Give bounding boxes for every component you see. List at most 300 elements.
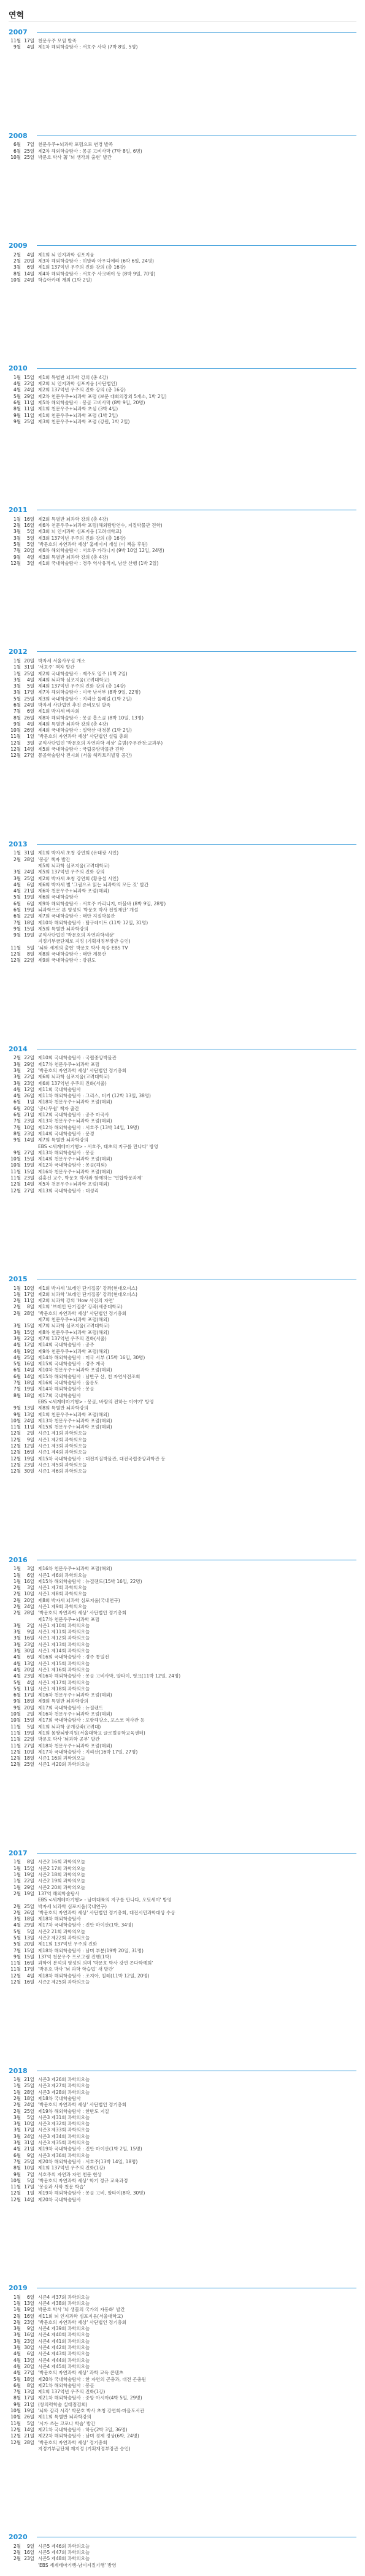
event-month: 9월 [13,1137,21,1143]
event-text: 제15회 국내학술탐사 : 경주 계곡 [38,1361,105,1367]
event-day: 16일 [24,1578,34,1584]
event-day [21,1897,38,1903]
event-row [9,1150,356,1156]
event-row [9,2140,356,2146]
event-text: EBS <세계테마기행> - 남미대륙의 지구를 만나다, 오딧세이' 방영 [38,1897,172,1903]
year-divider [37,368,356,369]
event-text: 제20차 국내학술탐사 : 한 자연의 곤충과, 대전 곤충원 [38,2376,147,2382]
event-month: 4월 [13,1673,21,1679]
event-text: 제2회 박자세 초청 강연회 (황용섭 시인) [38,875,119,881]
event-day: 6일 [26,881,34,887]
event-day: 4일 [26,1972,34,1979]
event-row [9,2294,356,2301]
event-month: 4월 [13,1348,21,1354]
event-day: 19일 [24,1890,34,1896]
event-month: 4월 [13,1654,21,1660]
event-month: 11월 [10,1742,21,1749]
event-day: 14일 [24,2196,34,2202]
event-month: 8월 [13,2165,21,2171]
event-month: 10월 [10,1417,21,1424]
event-month: 2월 [13,2313,21,2319]
event-day: 26일 [24,715,34,721]
event-month: 10월 [10,1162,21,1168]
event-row [9,44,356,50]
event-row [9,1743,356,1749]
event-row [9,1175,356,1181]
event-day: 23일 [24,2338,34,2344]
event-row [9,1585,356,1591]
event-day: 13일 [24,2389,34,2395]
event-month: 7월 [13,708,21,715]
event-month: 11월 [10,1723,21,1730]
event-month: 2월 [13,1597,21,1603]
event-text: 제13차 천문우주+뇌과학 포럼(해외) [38,1118,112,1124]
event-row [9,2339,356,2345]
event-text: 제1회 국내학술탐사 : 경주 역사유적지, 남산 산행 (1박 2일) [38,560,159,566]
event-day: 8일 [26,1859,34,1865]
event-row [9,1730,356,1736]
year-divider [37,651,356,652]
event-day: 23일 [24,1175,34,1181]
event-text: 제7회 특별반 뇌과학강의 [38,1137,88,1143]
event-month: 5월 [13,2376,21,2382]
event-day: 20일 [24,1105,34,1111]
event-month: 2월 [13,856,21,862]
event-month: 6월 [13,1112,21,1118]
event-row [9,1897,356,1903]
event-month: 9월 [13,1704,21,1711]
event-row [9,1298,356,1304]
event-day: 18일 [24,1392,34,1398]
event-month: 6월 [13,142,21,148]
event-row [9,548,356,554]
event-month: 2월 [13,2102,21,2108]
event-day: 4일 [26,554,34,560]
event-row [9,1374,356,1380]
event-row [9,1380,356,1386]
event-day: 23일 [24,1641,34,1647]
event-row [9,1068,356,1074]
event-text: 시즌4 제44회 과학의오늘 [38,2357,90,2363]
event-text: 김홍신 교수, 박문호 박사와 함께하는 '연합학문과제' [38,1175,143,1181]
event-text: 제21차 해외학술탐사 : 몽골 [38,2382,94,2388]
event-row [9,876,356,882]
year-section-2017 [9,1848,356,1985]
event-day: 26일 [24,1909,34,1915]
event-day: 25일 [24,2158,34,2164]
event-day: 17일 [24,1291,34,1297]
event-text: 제1회 천문우주+뇌과학 초심 (3박 4일) [38,406,118,412]
year-section-2018 [9,2066,356,2203]
event-month: 12월 [10,2190,21,2196]
event-row [9,888,356,894]
year-section-2019 [9,2283,356,2452]
event-month: 3월 [13,689,21,696]
event-day: 22일 [24,1074,34,1080]
event-day: 19일 [24,1386,34,1392]
event-month: 5월 [13,393,21,399]
event-text: 시즌1 제1회 과학의오늘 [38,1430,87,1436]
year-section-2010 [9,364,356,425]
event-day [21,1617,38,1623]
event-text: 시즌4 제39회 과학의오늘 [38,2326,90,2332]
event-month: 11월 [10,1966,21,1972]
event-day: 16일 [24,1635,34,1641]
event-month: 2월 [13,1585,21,1591]
event-text: '공나무쉼' 책자 출간 [38,1105,79,1111]
event-text: 과학이 분석의 영성의 의미 '박문호 박사 강연 콘다학예회' [38,1960,153,1966]
event-month: 8월 [13,1130,21,1137]
event-month: 11월 [10,1730,21,1736]
event-month: 1월 [13,2307,21,2313]
event-month: 8월 [13,2395,21,2401]
event-month: 5월 [13,696,21,702]
event-text: 제8회 특별반 뇌과학강의 [38,1405,88,1411]
event-text: 'EBS 세계테마기행-남미지질기행' 방영 [38,2562,117,2568]
event-month: 1월 [13,1865,21,1871]
event-row [9,938,356,945]
event-day: 14일 [24,1181,34,1187]
event-day: 24일 [24,1603,34,1609]
event-month: 12월 [10,1761,21,1768]
event-text: 천문우주 모임 발족 [38,38,77,44]
event-month: 9월 [13,418,21,424]
event-day: 6일 [26,264,34,270]
event-text: '박문호의 자연과학 세상' 과학 교육 콘텐츠 [38,2370,124,2376]
event-row [9,1878,356,1884]
event-day: 14일 [24,746,34,753]
event-month: 3월 [13,2127,21,2133]
event-text: 시즌1 제3회 과학의오늘 [38,1443,87,1449]
event-row [9,1566,356,1572]
event-month: 10월 [10,154,21,160]
event-month: 12월 [10,1972,21,1979]
event-day: 19일 [24,932,34,938]
event-day: 13일 [24,1405,34,1411]
event-row [9,2090,356,2096]
event-row [9,2077,356,2083]
event-month: 3월 [13,1067,21,1073]
event-text: 시즌4 제41회 과학의오늘 [38,2338,90,2344]
event-row [9,1125,356,1131]
event-row [9,1074,356,1080]
event-list [9,38,356,51]
event-month: 2월 [13,2319,21,2325]
event-day: 19일 [24,2408,34,2414]
event-list [9,516,356,567]
event-row [9,252,356,258]
event-month: 6월 [13,1099,21,1105]
event-row [9,2172,356,2178]
event-day: 6일 [26,1572,34,1578]
event-text: '박문호의 자연과학 세상' 사단법인 정기총회 [38,1310,127,1316]
event-day: 23일 [24,1118,34,1124]
event-text: 시즌1 제6회 과학의오늘 [38,1468,87,1474]
event-month: 10월 [10,2177,21,2183]
event-month: 3월 [13,535,21,541]
event-day: 21일 [24,2146,34,2152]
event-row [9,907,356,913]
event-day: 3일 [26,1566,34,1572]
event-row [9,1367,356,1373]
year-label: 2011 [9,506,28,515]
event-text: 시즌3 제31회 과학의오늘 [38,2114,90,2120]
event-day: 11일 [24,406,34,412]
event-text: 137억 해외학술탐사 [38,1890,80,1896]
event-day: 20일 [24,258,34,264]
year-section-2009 [9,241,356,283]
event-text: 시즌2 16회 과학의오늘 [38,1859,86,1865]
event-row [9,1424,356,1430]
event-row [9,658,356,664]
year-label: 2019 [9,2284,28,2293]
event-day: 15일 [24,1953,34,1960]
event-month: 3월 [13,1635,21,1641]
event-row [9,1654,356,1660]
event-text: 제11회 뇌 인지과학 심포지움(서울대학교) [38,2313,123,2319]
event-row [9,1055,356,1061]
year-header [9,505,356,515]
event-text: 제17차 천문우주+뇌과학 포럼 [38,1616,100,1622]
event-day: 24일 [24,277,34,283]
event-month: 9월 [13,412,21,418]
event-day: 21일 [24,2401,34,2407]
year-header [9,839,356,849]
event-row [9,1736,356,1742]
event-row [9,2197,356,2203]
event-day: 15일 [24,1329,34,1335]
event-text: 시즌1 제15회 과학의오늘 [38,1660,90,1666]
event-day: 20일 [24,1666,34,1673]
event-day: 25일 [24,418,34,424]
event-month: 12월 [10,753,21,759]
event-month [9,1144,21,1150]
event-month [9,1399,21,1405]
event-row [9,1399,356,1405]
event-day: 18일 [24,2095,34,2101]
event-row [9,2083,356,2089]
event-row [9,696,356,702]
event-row [9,529,356,535]
event-day: 22일 [24,1335,34,1341]
event-day: 16일 [24,2313,34,2319]
event-month: 1월 [13,1878,21,1884]
event-month: 7월 [13,1118,21,1124]
event-day: 24일 [24,2133,34,2139]
event-month: 3월 [13,2326,21,2332]
event-text: '시가 쓰는 코로나 학습' 발간 [38,2420,96,2426]
event-row [9,142,356,148]
event-text: 시즌2 19회 과학의오늘 [38,1878,86,1884]
event-month: 3월 [13,2133,21,2139]
event-month: 2월 [13,258,21,264]
event-month: 9월 [13,2171,21,2177]
event-day: 25일 [24,696,34,702]
event-row [9,1131,356,1137]
event-text: 제22차 해외학술탐사 : 남미 경제 정상(6박, 24명) [38,2433,139,2439]
event-row [9,1162,356,1168]
event-month: 12월 [10,1436,21,1443]
event-day: 16일 [24,2332,34,2338]
event-month: 12월 [10,746,21,753]
event-month: 1월 [13,516,21,522]
event-text: 박문호 박사 '뇌 생물의 국가의 자동화' 발간 [38,2307,125,2313]
event-day: 17일 [24,2395,34,2401]
event-text: 제1회 박자세 바자회 [38,708,80,715]
event-row [9,1598,356,1604]
event-row [9,1954,356,1960]
event-row [9,746,356,753]
event-row [9,857,356,863]
event-row [9,894,356,900]
event-month: 2월 [13,1304,21,1310]
event-row [9,1724,356,1730]
event-text: 지정기부금단체 재지정 (기획재정부장관 승인) [38,2445,131,2451]
event-text: 제17차 국내학술탐사 : 지리산(16박 17일, 27명) [38,1749,138,1755]
event-row [9,1761,356,1768]
event-row [9,1081,356,1087]
event-text: 제18차 해외학술탐사 [38,1916,81,1922]
event-month: 12월 [10,1430,21,1436]
event-text: (창의력학술 실태점검회) [38,2401,88,2407]
event-text: 제5회 뇌과학 심포지움(고려대학교) [38,862,110,868]
event-text: 제8회 박자세 뇌과학 심포지움(국내연구) [38,1597,120,1603]
event-list [9,2077,356,2203]
event-month: 4월 [13,1922,21,1928]
year-divider [37,844,356,845]
event-month: 1월 [13,2077,21,2083]
event-month: 2월 [13,251,21,258]
event-text: 제7회 천문우주+뇌과학 포럼(해외) [38,1317,109,1323]
event-day: 26일 [24,1093,34,1099]
event-text: 제1회 특별반 뇌과학 강의 (총 4강) [38,374,109,380]
event-text: 제4회 137억년 우주의 진화 강의 (총 14강) [38,683,126,689]
event-row [9,677,356,683]
event-row [9,2402,356,2408]
event-row [9,561,356,567]
event-day: 4일 [26,1679,34,1685]
event-month: 10월 [10,1156,21,1162]
event-row [9,1311,356,1317]
event-row [9,1755,356,1761]
event-day: 5일 [26,1928,34,1934]
event-text: 시즌1 제7회 과학의오늘 [38,1585,87,1591]
event-day: 25일 [24,670,34,677]
event-text: 시즌4 제40회 과학의오늘 [38,2332,90,2338]
event-day: 24일 [24,2102,34,2108]
event-text: '박문호의 자연과학 세상' 사단법인 정기총회 [38,2319,127,2325]
year-header [9,1275,356,1284]
event-row [9,155,356,161]
event-row [9,2421,356,2427]
event-month: 2월 [13,1909,21,1915]
event-text: 제14회 국내학술탐사 : 문경 [38,1130,94,1137]
event-day: 24일 [24,1417,34,1424]
event-row [9,413,356,419]
event-day: 28일 [24,2089,34,2095]
event-day: 18일 [24,1755,34,1761]
event-row [9,1118,356,1124]
event-list [9,1286,356,1475]
year-label: 2012 [9,648,28,656]
event-row [9,2440,356,2446]
event-text: 제4차 해외학술탐사 : 서호주 사크배이 등 (8박 9일, 70명) [38,270,156,277]
event-row [9,1673,356,1679]
event-text: 시즌1 제2회 과학의오늘 [38,1436,87,1443]
event-month: 1월 [13,1572,21,1578]
event-month: 4월 [13,2363,21,2369]
event-month: 2월 [13,1310,21,1316]
event-text: 천문우주+뇌과학 포럼으로 변경 발족 [38,142,113,148]
year-divider [37,32,356,33]
event-day: 5일 [26,529,34,535]
event-text: 제8차 해외학술탐사 : 몽골 홉스골 (8박 10일, 13명) [38,715,144,721]
event-row [9,1412,356,1418]
event-day: 10일 [24,2165,34,2171]
event-text: 제2회 특별반 뇌과학 강의 (총 4강) [38,516,109,522]
event-day: 20일 [24,1941,34,1947]
event-row [9,271,356,277]
event-day: 3일 [26,1585,34,1591]
year-section-2008 [9,131,356,161]
event-row [9,1093,356,1099]
event-month: 3월 [13,677,21,683]
event-month: 10월 [10,277,21,283]
year-label: 2009 [9,242,28,250]
event-row [9,2301,356,2307]
event-text: 제16차 천문우주+뇌과학 포럼(해외) [38,1168,112,1175]
event-text: '몽골' 책자 발간 [38,856,71,862]
event-day: 21일 [24,888,34,894]
event-row [9,1935,356,1941]
event-month: 12월 [10,2439,21,2445]
event-row [9,148,356,155]
event-text: 137억 천문우주 프로그램 진행(1박) [38,1953,112,1960]
event-day: 12일 [24,1086,34,1092]
event-text: 시즌2 20회 과학의오늘 [38,1884,86,1890]
event-text: '서호주' 책자 발간 [38,664,75,670]
event-text: 박자세 서울사무실 개소 [38,657,86,664]
event-month: 12월 [10,1443,21,1449]
event-row [9,1904,356,1910]
event-day: 31일 [24,2140,34,2146]
event-day: 7일 [26,2171,34,2177]
event-row [9,1156,356,1162]
year-label: 2016 [9,1555,28,1564]
event-row [9,1680,356,1686]
event-text: 제17차 천문우주+뇌과학 포럼 [38,1061,100,1067]
event-row [9,1456,356,1462]
event-text: 시즌4 제43회 과학의오늘 [38,2351,90,2357]
event-month: 6월 [13,1692,21,1698]
event-row [9,264,356,270]
event-row [9,1916,356,1922]
event-month: 3월 [13,1323,21,1329]
event-day: 11일 [24,1685,34,1692]
event-row [9,1188,356,1194]
event-day: 25일 [24,2108,34,2114]
event-day: 20일 [24,548,34,554]
event-month: 3월 [13,1329,21,1335]
event-day: 21일 [24,2433,34,2439]
event-month: 7월 [13,1947,21,1953]
event-text: '몽골과 사막 천문 학습' [38,2184,85,2190]
event-row [9,753,356,759]
event-row [9,1405,356,1411]
event-day: 8일 [26,951,34,957]
event-row [9,664,356,670]
event-row [9,1617,356,1623]
